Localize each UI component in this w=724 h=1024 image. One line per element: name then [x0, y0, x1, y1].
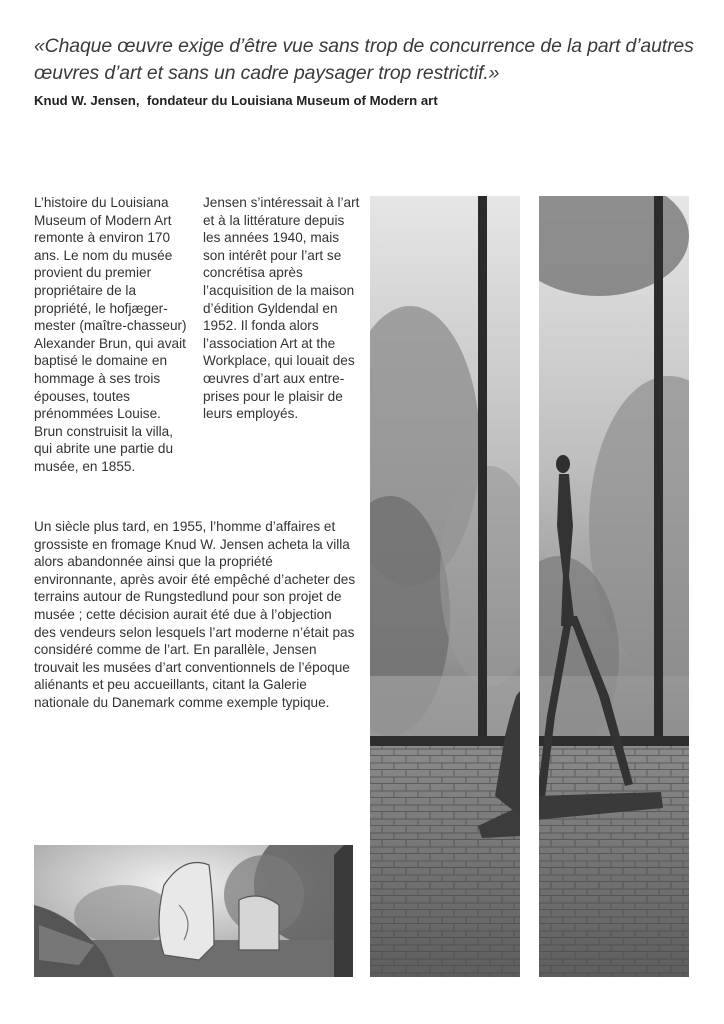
body-column-1: L’histoire du Louisiana Museum of Modern Art remonte à environ 170 ans. Le nom du musée provient du premier propriétaire de la propriété, le hofjægermester (maître-chasseur) Alexander Brun, qui avait baptisé le domaine en hommage à ses trois épouses, toutes prénommées Louise. Brun construisit la villa, qui abrite une partie du musée, en 1855.: [34, 195, 187, 474]
sculpture-photo-left: [370, 196, 520, 977]
pull-quote: «Chaque œuvre exige d’être vue sans trop de concurrence de la part d’autres œuvres d’art et sans un cadre paysager trop restrictif.»: [34, 35, 694, 84]
body-column-2: Jensen s’intéressait à l’art et à la littérature depuis les années 1940, mais son intérêt pour l’art se concrétisa après l’acquisition de la maison d’édition Gyldendal en 1952. Il fonda alors l’association Art at the Workplace, qui louait des œuvres d’art aux entreprises pour le plaisir de leurs employés.: [203, 195, 360, 422]
sculpture-photo-right: [539, 196, 689, 977]
garden-sculptures-photo: [34, 845, 353, 977]
quote-attribution: Knud W. Jensen, fondateur du Louisiana Museum of Modern art: [34, 93, 438, 108]
body-column-3: Un siècle plus tard, en 1955, l’homme d’affaires et grossiste en fromage Knud W. Jensen acheta la villa alors abandonnée ainsi que la propriété environnante, après avoir été empêché d’acheter des terrains autour de Rungstedlund pour son projet de musée ; cette décision aurait été due à l’objection des vendeurs selon lesquels l’art moderne n’était pas considéré comme de l’art. En parallèle, Jensen trouvait les musées d’art conventionnels de l’époque aliénants et peu accueillants, citant la Galerie nationale du Danemark comme exemple typique.: [34, 519, 356, 710]
